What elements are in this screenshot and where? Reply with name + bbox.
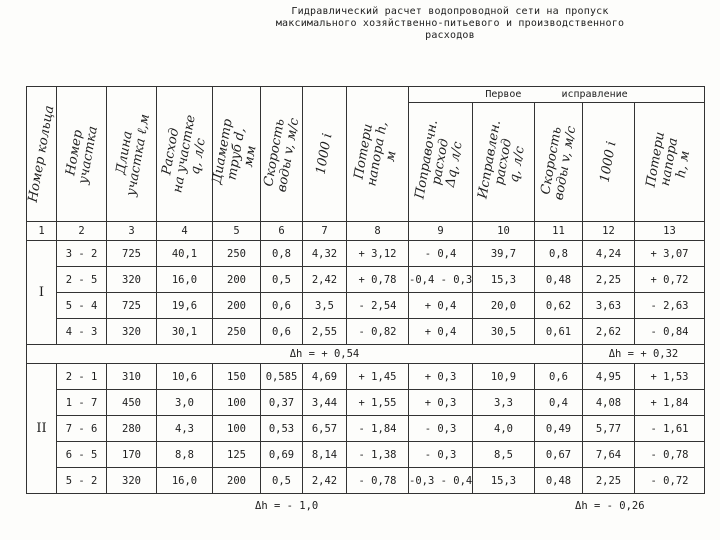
column-header-label: Потери напора h, м — [350, 120, 400, 188]
table-cell: 40,1 — [157, 241, 213, 267]
table-cell: 280 — [107, 416, 157, 442]
table-cell: 0,61 — [535, 319, 583, 345]
table-cell: 0,49 — [535, 416, 583, 442]
group-header-first: Первое — [485, 89, 522, 100]
table-cell: 6,57 — [303, 416, 347, 442]
table-cell: - 0,72 — [635, 468, 705, 494]
table-cell: 3,5 — [303, 293, 347, 319]
table-row — [27, 416, 705, 442]
table-cell: 8,5 — [473, 442, 535, 468]
table-cell: 320 — [107, 319, 157, 345]
table-cell: 3,63 — [583, 293, 635, 319]
table-cell: 725 — [107, 293, 157, 319]
column-number: 4 — [157, 222, 213, 241]
column-header-8 — [347, 87, 409, 222]
table-cell: 250 — [213, 319, 261, 345]
table-cell: 2,42 — [303, 468, 347, 494]
table-cell: 100 — [213, 416, 261, 442]
table-cell: + 0,72 — [635, 267, 705, 293]
column-header-7 — [303, 87, 347, 222]
table-cell: + 0,4 — [409, 293, 473, 319]
table-cell: - 1,38 — [347, 442, 409, 468]
ring1-sum-left: Δh = + 0,54 — [27, 345, 583, 364]
table-cell: 3 - 2 — [57, 241, 107, 267]
table-row — [27, 241, 705, 267]
table-cell: 0,53 — [261, 416, 303, 442]
table-cell: 2 - 1 — [57, 364, 107, 390]
table-cell: 200 — [213, 267, 261, 293]
column-number: 13 — [635, 222, 705, 241]
column-header-label: Потери напора h, м — [642, 130, 693, 189]
table-cell: 2,42 — [303, 267, 347, 293]
table-cell: - 0,84 — [635, 319, 705, 345]
table-cell: 8,8 — [157, 442, 213, 468]
table-cell: 0,62 — [535, 293, 583, 319]
column-header-4 — [157, 87, 213, 222]
column-header-6 — [261, 87, 303, 222]
column-number: 1 — [27, 222, 57, 241]
column-header-label: 1000 i — [597, 140, 619, 184]
table-cell: 170 — [107, 442, 157, 468]
table-cell: 7,64 — [583, 442, 635, 468]
table-cell: 0,8 — [535, 241, 583, 267]
table-cell: - 0,3 — [409, 442, 473, 468]
table-header — [27, 87, 705, 241]
table-cell: 4,24 — [583, 241, 635, 267]
column-number: 8 — [347, 222, 409, 241]
column-number: 7 — [303, 222, 347, 241]
table-cell: 4,0 — [473, 416, 535, 442]
ring2-sum-left-footer: Δh = - 1,0 — [255, 500, 319, 512]
column-header-3 — [107, 87, 157, 222]
ring1-sum-right: Δh = + 0,32 — [583, 345, 705, 364]
table-cell: -0,4 - 0,3 — [409, 267, 473, 293]
column-header-label: Исправлен. расход q, л/с — [474, 119, 528, 200]
table-cell: - 2,63 — [635, 293, 705, 319]
table-cell: + 0,3 — [409, 364, 473, 390]
table-cell: 3,44 — [303, 390, 347, 416]
table-cell: 4,69 — [303, 364, 347, 390]
column-header-label: 1000 i — [313, 132, 335, 176]
table-cell: 320 — [107, 267, 157, 293]
table-cell: 10,9 — [473, 364, 535, 390]
table-cell: 2,62 — [583, 319, 635, 345]
table-cell: 4,08 — [583, 390, 635, 416]
table-cell: 16,0 — [157, 267, 213, 293]
table-cell: - 0,82 — [347, 319, 409, 345]
table-cell: 4,3 — [157, 416, 213, 442]
ring1-summary-row — [27, 345, 705, 364]
column-number: 2 — [57, 222, 107, 241]
column-header-label: Длина участка ℓ,м — [112, 112, 153, 198]
table-cell: 10,6 — [157, 364, 213, 390]
table-cell: - 0,3 — [409, 416, 473, 442]
hydraulic-calc-table — [26, 86, 705, 494]
table-cell: + 1,84 — [635, 390, 705, 416]
table-cell: 39,7 — [473, 241, 535, 267]
table-cell: 5,77 — [583, 416, 635, 442]
table-cell: 2,25 — [583, 267, 635, 293]
table-cell: - 2,54 — [347, 293, 409, 319]
table-cell: 19,6 — [157, 293, 213, 319]
table-row — [27, 293, 705, 319]
column-number: 10 — [473, 222, 535, 241]
table-cell: + 3,07 — [635, 241, 705, 267]
table-cell: 320 — [107, 468, 157, 494]
table-cell: + 1,53 — [635, 364, 705, 390]
table-cell: 0,5 — [261, 468, 303, 494]
table-row — [27, 468, 705, 494]
table-cell: 4,95 — [583, 364, 635, 390]
column-number: 11 — [535, 222, 583, 241]
column-header-1 — [27, 87, 57, 222]
table-row — [27, 319, 705, 345]
table-cell: 200 — [213, 468, 261, 494]
table-cell: - 0,4 — [409, 241, 473, 267]
table-cell: 0,69 — [261, 442, 303, 468]
column-number: 9 — [409, 222, 473, 241]
ring-number-cell: I — [27, 241, 57, 345]
table-cell: 2 - 5 — [57, 267, 107, 293]
table-cell: 16,0 — [157, 468, 213, 494]
column-header-label: Номер кольца — [25, 104, 57, 204]
column-number: 3 — [107, 222, 157, 241]
column-number: 6 — [261, 222, 303, 241]
table-cell: 1 - 7 — [57, 390, 107, 416]
table-row — [27, 390, 705, 416]
table-cell: -0,3 - 0,4 — [409, 468, 473, 494]
table-cell: - 1,61 — [635, 416, 705, 442]
table-cell: 200 — [213, 293, 261, 319]
table-cell: 15,3 — [473, 267, 535, 293]
table-cell: 0,585 — [261, 364, 303, 390]
table-cell: 0,48 — [535, 468, 583, 494]
table-cell: 3,3 — [473, 390, 535, 416]
table-cell: 5 - 2 — [57, 468, 107, 494]
table-cell: 0,8 — [261, 241, 303, 267]
table-cell: 6 - 5 — [57, 442, 107, 468]
table-cell: + 0,3 — [409, 390, 473, 416]
table-row — [27, 364, 705, 390]
table-cell: 150 — [213, 364, 261, 390]
table-body — [27, 241, 705, 494]
table-cell: - 1,84 — [347, 416, 409, 442]
table-cell: 0,37 — [261, 390, 303, 416]
table-cell: + 0,4 — [409, 319, 473, 345]
title-line-2: максимального хозяйственно-питьевого и производственного — [275, 18, 625, 29]
ring2-sum-right-footer: Δh = - 0,26 — [575, 500, 645, 512]
title-line-1: Гидравлический расчет водопроводной сети на пропуск — [291, 6, 609, 17]
column-header-12 — [583, 103, 635, 222]
column-header-label: Скорость воды v, м/с — [260, 116, 302, 194]
title-line-3: расходов — [425, 30, 475, 41]
table-cell: 0,6 — [261, 319, 303, 345]
table-cell: 3,0 — [157, 390, 213, 416]
column-header-5 — [209, 87, 261, 222]
table-cell: 0,6 — [535, 364, 583, 390]
table-cell: 2,55 — [303, 319, 347, 345]
table-cell: 30,5 — [473, 319, 535, 345]
table-cell: 2,25 — [583, 468, 635, 494]
table-cell: 0,5 — [261, 267, 303, 293]
table-cell: 310 — [107, 364, 157, 390]
ring-number-cell: II — [27, 364, 57, 494]
column-header-label: Расход на участке q, л/с — [158, 113, 209, 195]
table-cell: 7 - 6 — [57, 416, 107, 442]
table-cell: + 0,78 — [347, 267, 409, 293]
table-row — [27, 267, 705, 293]
table-cell: 20,0 — [473, 293, 535, 319]
table-cell: 100 — [213, 390, 261, 416]
table-cell: 8,14 — [303, 442, 347, 468]
column-header-label: Скорость воды v, м/с — [537, 124, 579, 202]
table-cell: + 1,55 — [347, 390, 409, 416]
table-cell: + 1,45 — [347, 364, 409, 390]
table-cell: 4,32 — [303, 241, 347, 267]
column-header-label: Диаметр труб d, мм — [209, 117, 260, 186]
table-cell: 0,4 — [535, 390, 583, 416]
column-number: 5 — [213, 222, 261, 241]
column-header-label: Поправочн. расход Δq, л/с — [411, 118, 466, 201]
column-header-10 — [473, 103, 535, 222]
document-title — [240, 6, 660, 42]
table-cell: 725 — [107, 241, 157, 267]
table-cell: 0,67 — [535, 442, 583, 468]
column-header-13 — [635, 103, 705, 222]
column-header-9 — [409, 103, 473, 222]
table-cell: - 0,78 — [347, 468, 409, 494]
column-number: 12 — [583, 222, 635, 241]
table-cell: 450 — [107, 390, 157, 416]
table-cell: 0,6 — [261, 293, 303, 319]
table-cell: 4 - 3 — [57, 319, 107, 345]
table-row — [27, 442, 705, 468]
table-cell: 30,1 — [157, 319, 213, 345]
first-correction-group-header — [409, 87, 705, 103]
column-header-label: Номер участка — [62, 125, 101, 186]
table-cell: 15,3 — [473, 468, 535, 494]
group-header-second: исправление — [561, 89, 628, 100]
table-cell: 250 — [213, 241, 261, 267]
table-cell: + 3,12 — [347, 241, 409, 267]
column-header-2 — [57, 87, 107, 222]
table-cell: - 0,78 — [635, 442, 705, 468]
table-cell: 0,48 — [535, 267, 583, 293]
table-cell: 5 - 4 — [57, 293, 107, 319]
table-cell: 125 — [213, 442, 261, 468]
column-header-11 — [535, 103, 583, 222]
